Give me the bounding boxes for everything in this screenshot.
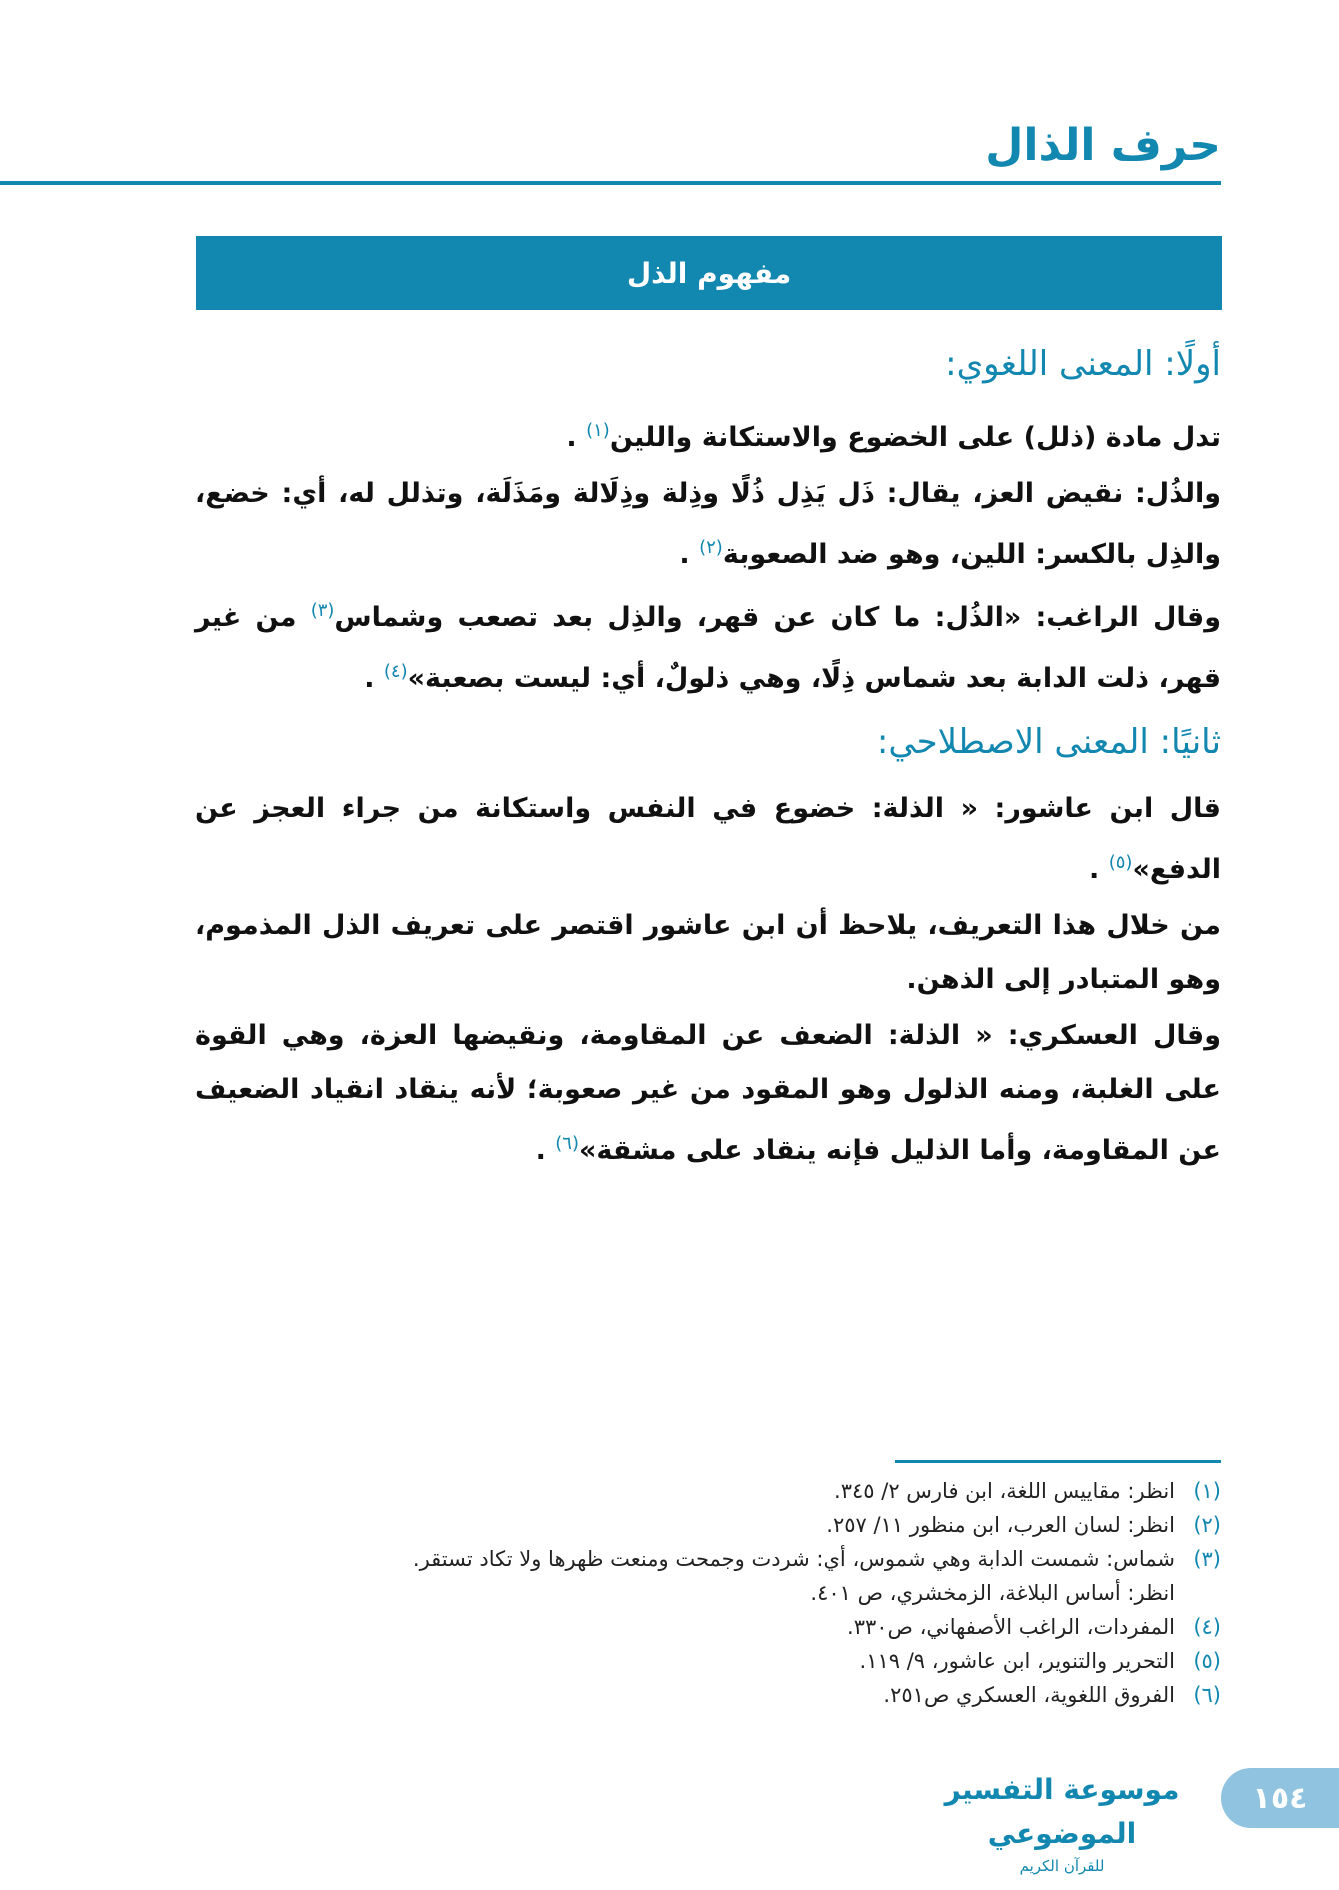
footnotes-rule: [895, 1460, 1221, 1463]
footnote-item: [195, 1644, 1221, 1678]
footnote-ref-3[interactable]: (٣): [310, 600, 335, 621]
paragraph-linguistic-2: [195, 467, 1221, 582]
series-logo: [917, 1768, 1207, 1875]
section-banner-title: مفهوم الذل: [626, 256, 792, 290]
paragraph-end: .: [566, 422, 587, 453]
section-banner: [196, 236, 1222, 310]
page-number-text: ١٥٤: [1252, 1780, 1308, 1816]
paragraph-technical-3: [195, 1009, 1221, 1178]
footnote-text: انظر: مقاييس اللغة، ابن فارس ٢/ ٣٤٥.: [834, 1479, 1175, 1503]
heading-linguistic: أولًا: المعنى اللغوي:: [945, 344, 1221, 384]
footnote-number: (١): [1193, 1479, 1221, 1503]
paragraph-text: والذُل: نقيض العز، يقال: ذَل يَذِل ذُلًا وذِلة وذِلَالة ومَذَلَة، وتذلل له، أي: خضع، والذِل بالكسر: اللين، وهو ضد الصعوبة: [195, 478, 1221, 570]
footnotes: [195, 1474, 1221, 1712]
heading-technical: ثانيًا: المعنى الاصطلاحي:: [876, 722, 1221, 762]
paragraph-text: وقال العسكري: « الذلة: الضعف عن المقاومة، ونقيضها العزة، وهي القوة على الغلبة، ومنه الذلول وهو المقود من غير صعوبة؛ لأنه ينقاد انقياد الضعيف عن المقاومة، وأما الذليل فإنه ينقاد على مشقة»: [195, 1020, 1221, 1166]
footnote-item: [195, 1610, 1221, 1644]
paragraph-text: قال ابن عاشور: « الذلة: خضوع في النفس واستكانة من جراء العجز عن الدفع»: [195, 793, 1221, 885]
paragraph-end: .: [535, 1135, 556, 1166]
footnote-text: الفروق اللغوية، العسكري ص٢٥١.: [883, 1683, 1175, 1707]
paragraph-end: .: [364, 663, 384, 694]
footnote-ref-5[interactable]: (٥): [1108, 852, 1133, 873]
paragraph-technical-2: [195, 899, 1221, 1007]
footnote-number: (٣): [1193, 1547, 1221, 1571]
footnote-number: (٥): [1193, 1649, 1221, 1673]
paragraph-technical-1: [195, 782, 1221, 897]
footnote-item: [195, 1508, 1221, 1542]
footnote-text: المفردات، الراغب الأصفهاني، ص٣٣٠.: [847, 1615, 1175, 1639]
footnote-number: (٢): [1193, 1513, 1221, 1537]
paragraph-text: من غير قهر، ذلت الدابة بعد شماس ذِلًا، وهي ذلولٌ، أي: ليست بصعبة»: [195, 602, 1221, 694]
page-number: [1221, 1768, 1339, 1828]
paragraph-end: .: [679, 539, 700, 570]
footnote-text: انظر: لسان العرب، ابن منظور ١١/ ٢٥٧.: [826, 1513, 1175, 1537]
paragraph-text: تدل مادة (ذلل) على الخضوع والاستكانة واللين: [609, 422, 1221, 453]
paragraph-end: .: [1089, 854, 1109, 885]
footnote-text: شماس: شمست الدابة وهي شموس، أي: شردت وجمحت ومنعت ظهرها ولا تكاد تستقر.: [412, 1547, 1175, 1571]
footnote-item: [195, 1542, 1221, 1576]
footnote-ref-4[interactable]: (٤): [383, 661, 408, 682]
footnote-ref-2[interactable]: (٢): [699, 537, 723, 558]
footnote-text: التحرير والتنوير، ابن عاشور، ٩/ ١١٩.: [859, 1649, 1175, 1673]
footnote-continuation: انظر: أساس البلاغة، الزمخشري، ص ٤٠١.: [810, 1581, 1175, 1605]
paragraph-text: من خلال هذا التعريف، يلاحظ أن ابن عاشور اقتصر على تعريف الذل المذموم، وهو المتبادر إلى الذهن.: [195, 910, 1221, 995]
series-title: موسوعة التفسير الموضوعي: [944, 1773, 1180, 1850]
paragraph-linguistic-1: [195, 404, 1221, 465]
footnote-number: (٦): [1193, 1683, 1221, 1707]
footnote-item: [195, 1474, 1221, 1508]
paragraph-linguistic-3: [195, 584, 1221, 706]
main-content: [195, 338, 1221, 1180]
footnote-ref-1[interactable]: (١): [586, 420, 610, 441]
chapter-title: حرف الذال: [985, 120, 1221, 171]
footnote-number: (٤): [1193, 1615, 1221, 1639]
footnote-ref-6[interactable]: (٦): [555, 1133, 579, 1154]
paragraph-text: وقال الراغب: «الذُل: ما كان عن قهر، والذِل بعد تصعب وشماس: [334, 602, 1221, 633]
header-rule: [0, 181, 1221, 185]
footnote-item: [195, 1678, 1221, 1712]
series-subtitle: للقرآن الكريم: [1019, 1857, 1105, 1875]
